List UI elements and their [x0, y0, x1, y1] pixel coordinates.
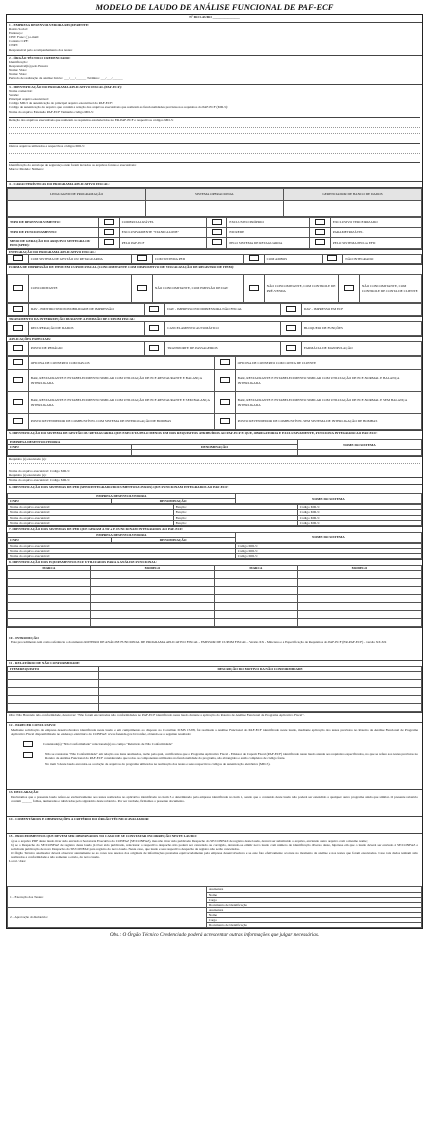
nonconformity-table	[7, 666, 422, 712]
option-label: EXCLUSIVAMENTE "STAND ALONE"	[119, 228, 206, 238]
col-system: NOME DO SISTEMA	[235, 532, 421, 542]
field-line: CEP: Fone: ( ) e-mail:	[9, 35, 40, 40]
exe-label: Nome do arquivo executável:	[8, 554, 236, 559]
col-model: MODELO	[297, 566, 421, 571]
section-15-heading: 15 - PROCEDIMENTOS QUE DEVEM SER OBSERVADOS NO CASO DE SE CONSTATAR INCORREÇÃO NESTE LAUDO:	[9, 834, 197, 839]
checkbox[interactable]	[212, 219, 222, 225]
checkbox[interactable]	[286, 325, 296, 331]
option-label: PELO SISTEMA PED ou EFD	[330, 238, 421, 249]
checkbox[interactable]	[104, 229, 114, 235]
md5-label: Código MD-5:	[297, 520, 421, 525]
interruption-table	[7, 321, 422, 336]
blank-line	[9, 133, 420, 139]
section-7-heading: 7. IDENTIFICAÇÃO DOS SISTEMAS DE PED QUE GERAM A NF-e E FUNCIONAM INTEGRADOS AO PAF-ECF:	[7, 526, 422, 532]
checkbox[interactable]	[315, 239, 325, 245]
option-label: COM AMBOS	[264, 255, 322, 264]
col-cnpj: CNPJ	[8, 445, 132, 450]
executables-list-heading: Relação dos arquivos executáveis que realizam os requisitos estabelecidos no ER-PAF-ECF e respectivos códigos MD-5:	[9, 117, 420, 122]
concomitance-table	[7, 274, 422, 303]
option-label: EXCLUSIVO TERCEIRIZADO	[330, 218, 421, 228]
exe-label: Nome do arquivo executável:	[8, 505, 174, 510]
section-6-files	[7, 504, 422, 525]
col-language: LINGUAGEM DE PROGRAMAÇÃO	[8, 189, 146, 201]
col-cnpj: CNPJ	[8, 499, 112, 504]
id-document-label: Documento de Identificação	[206, 902, 421, 907]
col-system: NOME DO SISTEMA	[235, 494, 421, 504]
option-label: POSTO REVENDEDOR DE COMBUSTÍVEL COM SISTEMA DE INTERLIGAÇÃO DE BOMBAS	[28, 414, 214, 430]
field-line: Responsável pelo acompanhamento dos testes:	[9, 47, 73, 52]
option-label: Constatada(s) "Não Conformidade" relacionada(s) no campo "Relatório de Não Conformidade"	[43, 741, 173, 746]
option-label: DAV - IMPRESSO EM IMPRESSORA NÃO FISCAL	[165, 304, 281, 316]
option-label: BAR, RESTAURANTE E ESTABELECIMENTO SIMILAR COM UTILIZAÇÃO DE ECF-NORMAL E SEM BALANÇA INTERLIGADA	[235, 392, 421, 414]
field-line: Nome comercial:	[9, 89, 33, 94]
checkbox[interactable]	[13, 255, 23, 261]
md5-label: Código MD-5:	[235, 554, 421, 559]
special-apps-label: APLICAÇÕES ESPECIAIS:	[7, 336, 422, 341]
md5-label: Código MD-5:	[297, 510, 421, 515]
col-dbms: GERENCIADOR DE BANCO DE DADOS	[284, 189, 422, 201]
md5-label: Código MD-5:	[297, 505, 421, 510]
checkbox[interactable]	[13, 399, 23, 405]
option-label: POSTO DE PEDÁGIO	[28, 342, 144, 356]
col-cnpj: CNPJ	[8, 537, 112, 542]
field-line: Contato: CPF:	[9, 39, 29, 44]
section-11-heading: 11 - RELATÓRIO DE NÃO CONFORMIDADE:	[7, 660, 422, 666]
option-label: BAR, RESTAURANTE E ESTABELECIMENTO SIMILAR COM UTILIZAÇÃO DE ECF-RESTAURANTE E BALANÇA INTERLIGADA	[28, 370, 214, 392]
section-7-files	[7, 543, 422, 559]
option-label: COM SISTEMA PED	[152, 255, 243, 264]
section-2-heading: 2 - ÓRGÃO TÉCNICO CREDENCIADO:	[9, 56, 71, 60]
document-title: MODELO DE LAUDO DE ANÁLISE FUNCIONAL DE PAF-ECF	[95, 2, 334, 12]
checkbox[interactable]	[149, 325, 159, 331]
field-line: Nome do arquivo Extensão PAF-ECF Tamanho código MD-5:	[9, 109, 94, 114]
section-12-text: Mediante solicitação da empresa desenvolvedora identificada neste laudo e em cumprimento ao disposto no Convênio ICMS 15/08, foi realizada a Análise Funcional do PAF-ECF identificado neste laudo, mediante aplicação dos testes previstos no Roteiro de Análise Funcional de Programa Aplicativo Fiscal disponibilizado no endereço eletrônico do CONFAZ: www.fazenda.gov.br/confaz, obtendo-se o seguinte resultado:	[11, 727, 418, 736]
checkbox[interactable]	[13, 285, 23, 291]
name-label: Nome	[206, 912, 421, 917]
option-label: NÃO CONCOMITANTE, COM CONTROLE DE CONTA DE CLIENTE	[359, 275, 421, 303]
special-apps-table-1	[7, 341, 422, 356]
checkbox[interactable]	[13, 306, 23, 312]
role-label: Cargo	[206, 917, 421, 922]
field-line: Código MD-5 de autenticação do principal arquivo executável do PAF-ECF:	[9, 101, 113, 106]
col-item: ITEM/REQUISITO	[8, 667, 99, 672]
col-company: EMPRESA DESENVOLVEDORA	[8, 532, 236, 537]
function-label: Função:	[173, 505, 297, 510]
option-label: BAR, RESTAURANTE E ESTABELECIMENTO SIMILAR COM UTILIZAÇÃO DE ECF-RESTAURANTE E SEM BALANÇA INTERLIGADA	[28, 392, 214, 414]
option-label: DAV - IMPRESSO EM ECF	[301, 304, 421, 316]
field-line: Período de realização da análise: Início: ___/___/______ Término: ___/___/______	[9, 76, 123, 81]
checkbox[interactable]	[315, 219, 325, 225]
checkbox[interactable]	[220, 377, 230, 383]
col-description: DESCRIÇÃO DO MOTIVO DA NÃO CONFORMIDADE	[99, 667, 422, 672]
function-label: Função:	[173, 510, 297, 515]
checkbox[interactable]	[13, 359, 23, 365]
field-line: Nome do arquivo executável: Código MD-5:	[9, 469, 70, 474]
option-label: CANCELAMENTO AUTOMÁTICO	[165, 322, 281, 336]
checkbox[interactable]	[23, 752, 33, 758]
exe-label: Nome do arquivo executável:	[8, 543, 236, 548]
section-2	[7, 55, 422, 84]
option-label: DAV - EMITIDO SEM POSSIBILIDADE DE IMPRESSÃO	[28, 304, 144, 316]
option-label: NÃO CONCOMITANTE, COM EMISSÃO DE DAV	[152, 275, 243, 303]
section-14	[7, 816, 422, 833]
col-company: EMPRESA DESENVOLVEDORA	[8, 494, 236, 499]
section-4-body	[7, 187, 422, 430]
field-line: CNPJ:	[9, 43, 18, 48]
cell-dbms[interactable]	[284, 201, 422, 217]
checkbox[interactable]	[220, 399, 230, 405]
option-label: NÃO INTEGRADO	[343, 255, 422, 264]
generation-label: MEIO DE GERAÇÃO DO ARQUIVO SINTEGRA OU EFD (SPED):	[8, 238, 99, 249]
checkbox[interactable]	[220, 359, 230, 365]
field-line: Responsável(is) pelo Ensaio:	[9, 64, 49, 69]
section-13-heading: 13. DECLARAÇÃO	[9, 790, 39, 795]
col-system: NOME DO SISTEMA	[297, 440, 421, 450]
conclusion-option-2	[9, 752, 420, 760]
md5-label: Código MD-5:	[297, 515, 421, 520]
checkbox[interactable]	[104, 239, 114, 245]
field-line: Nome: Visto:	[9, 72, 28, 77]
field-line: Razão Social:	[9, 27, 28, 32]
section-10-heading: 10 - INTRODUÇÃO	[9, 636, 39, 641]
section-5-heading: 5. IDENTIFICAÇÃO DO SISTEMA DE GESTÃO OU RETAGUARDA QUE EXECUTA PELO MENOS UM DOS REQUISITOS ATRIBUÍDOS AO PAF-ECF E QUE, OBRIGATORIA E EXCLUSIVAMENTE, FUNCIONA INTEGRADO AO PAF-ECF:	[7, 430, 422, 439]
section-7-table	[7, 532, 422, 543]
option-label: OFICINA DE CONSERTO COM DAV-OS	[28, 357, 214, 370]
envelope-line-2: Marca: Modelo: Número:	[9, 166, 44, 171]
option-label: FARMÁCIA DE MANIPULAÇÃO	[301, 342, 421, 356]
ecf-equipment-table	[7, 565, 422, 627]
interruption-label: TRATAMENTO DA INTERRUPÇÃO DURANTE A EMISSÃO DE CUPOM FISCAL:	[7, 316, 422, 321]
laudo-number: Nº DO LAUDO ________________	[189, 15, 240, 19]
procedure-a: a) se o arquivo PDF deste laudo tiver sido enviado à Secretaria Executiva do CONFAZ (SE/CONFAZ), mas não tiver sido publicado Despacho do SE/CONFAZ de registro deste laudo, deverá ser substituído o arquivo, enviando outro arquivo com o mesmo nome;	[11, 838, 368, 843]
option-label: NÃO CONCOMITANTE, COM CONTROLE DE PRÉ-VENDA	[264, 275, 339, 303]
other-files-heading: Outros arquivos utilizados e respectivos códigos MD-5:	[9, 143, 420, 148]
option-label: BLOQUEIO DE FUNÇÕES	[301, 322, 421, 336]
dav-table	[7, 303, 422, 316]
checkbox[interactable]	[286, 345, 296, 351]
function-label: Função:	[173, 520, 297, 525]
print-form-label: FORMA DE IMPRESSÃO DE ITEM EM CUPOM FISCAL (CONCOMITANTE COM DISPOSITIVO DE VISUALIZAÇÃO DE REGISTRO DE ITEM):	[7, 264, 422, 274]
checkbox[interactable]	[13, 325, 23, 331]
signature-label: Assinatura	[206, 907, 421, 912]
col-denomination: DENOMINAÇÃO	[111, 537, 235, 542]
checkbox[interactable]	[149, 306, 159, 312]
checkbox[interactable]	[344, 285, 354, 291]
option-label: COMERCIALIZÁVEL	[119, 218, 206, 228]
section-6-table	[7, 493, 422, 504]
option-label: POSTO REVENDEDOR DE COMBUSTÍVEL SEM SISTEMA DE INTERLIGAÇÃO DE BOMBAS	[235, 414, 421, 430]
option-label: PELO SISTEMA DE RETAGUARDA	[227, 238, 310, 249]
option-label: No item 3 deste laudo encontra-se a relação de arquivos do programa utilizados na realização dos testes e seus respectivos códigos de autenticação eletrônica (MD-5).	[45, 761, 271, 766]
section-8-heading: 8. IDENTIFICAÇÃO DOS EQUIPAMENTOS ECF UTILIZADOS PARA A ANÁLISE FUNCIONAL:	[7, 559, 422, 565]
option-label: Não se constatou "Não Conformidade" em relação aos itens analisados, razão pela qual, certificamos que o Programa Aplicativo Fiscal - Emissor de Cupom Fiscal (PAF-ECF) identificado neste laudo atende aos requisitos especificados, no que se refere aos testes previstos no Roteiro de Análise Funcional do PAF-ECF considerando que todos os componentes utilizados na funcionalidade do programa, são abrangidos e estão completos de código fonte.	[45, 751, 418, 760]
col-denomination: DENOMINAÇÃO	[132, 445, 298, 450]
signatures-table	[7, 886, 422, 928]
envelope-line: Identificação do envelope de segurança onde foram lacrados os arquivos fontes e executáveis:	[9, 162, 420, 167]
section-13-text: Declaramos que o presente laudo refere-se exclusivamente aos testes realizados no aplicativo identificado no item 3 e determinado pela empresa identificada no item 1, sendo que o conteúdo deste laudo não poderá ser estendido a qualquer outro programa ainda que similar. O presente relatório contém ______ folhas, numeradas e rubricadas pelo signatário deste relatório. Por ser verdade, firmamos o presente documento.	[11, 794, 418, 803]
section-10-text: Este procedimento tem como referência o documento ROTEIRO DE ANÁLISE FUNCIONAL DE PROGRAMA APLICATIVO FISCAL - EMISSOR DE CUPOM FISCAL - Versão XX - Mês/Ano e a Especificação de Requisitos do PAF-ECF (ER-PAF-ECF) - versão XX.XX	[11, 640, 387, 645]
checkbox[interactable]	[137, 255, 147, 261]
laudo-form	[6, 14, 423, 929]
col-company: EMPRESA DESENVOLVEDORA	[8, 440, 298, 445]
checkbox[interactable]	[13, 418, 23, 424]
field-line: Código de autenticação do arquivo que contém a relação dos arquivos executáveis que realizam as funcionalidades previstas nos requisitos do PAF-ECF (MD-5):	[9, 105, 228, 110]
section-3	[7, 84, 422, 181]
col-brand: MARCA	[8, 566, 91, 571]
dev-type-label: TIPO DE DESENVOLVIMENTO:	[8, 218, 99, 228]
field-line: Requisito (s) executado (s):	[9, 473, 47, 478]
procedure-b: b) se o Despacho do SE/CONFAZ de registro deste laudo já tiver sido publicado, relacionar o respectivo despacho não poderá ser cancelado ou corrigido, devendo-se emitir novo laudo com número de identificação diverso deste, hipótese em que o laudo deverá ser enviado à SE/CONFAZ e solicitada publicação de novo Despacho do SE/CONFAZ para registro do novo laudo. Neste caso, que laudo e seu respectivo despacho de registro não serão cancelados.	[11, 842, 418, 851]
tests-execution-label: 1 - Execução dos Testes:	[8, 887, 207, 907]
field-line: Principal arquivo executável:	[9, 97, 49, 102]
option-label: EM REDE	[227, 228, 310, 238]
checkbox[interactable]	[327, 255, 337, 261]
nonconformity-obs: Obs: Não Havendo não-conformidade, descrever: "Não foram encontradas não conformidades no PAF-ECF identificado neste laudo durante a aplicação do Roteiro de Análise Funcional de Programa Aplicativo Fiscal".	[7, 712, 422, 722]
id-document-label: Documento de Identificação	[206, 923, 421, 928]
section-1	[7, 22, 422, 55]
checkbox[interactable]	[212, 239, 222, 245]
exe-label: Nome do arquivo executável:	[8, 515, 174, 520]
section-3-heading: 3 - IDENTIFICAÇÃO DO PROGRAMA APLICATIVO FISCAL (PAF-ECF):	[9, 85, 122, 89]
field-line: Identificação:	[9, 60, 28, 65]
section-6-heading: 6. IDENTIFICAÇÃO DOS SISTEMAS DE PED (SPED/INTEGRADO/DOCUMENTOS/LIVROS) QUE FUNCIONAM INTEGRADOS AO PAF-ECF:	[7, 484, 422, 493]
option-label: BAR, RESTAURANTE E ESTABELECIMENTO SIMILAR COM UTILIZAÇÃO DE ECF-NORMAL E BALANÇA INTERLIGADA	[235, 370, 421, 392]
checkbox[interactable]	[286, 306, 296, 312]
checkbox[interactable]	[137, 285, 147, 291]
checkbox[interactable]	[249, 255, 259, 261]
option-label: EXCLUSIVO PRÓPRIO	[227, 218, 310, 228]
section-5-table	[7, 439, 422, 456]
procedure-c: O Órgão Técnico analisador deverá observar atentamente se as cores nos anexos dos originais de informações prestadas equivocadamente pela empresa desenvolvedora e se este fato efetivamente ocorreu no momento da análise e nos testes que foram executados. Caso tais dados tenham sido realizados a conformidade e não somente o envio, do novo laudo.	[11, 850, 418, 859]
option-label: RECUPERAÇÃO DE DADOS	[28, 322, 144, 336]
checkbox[interactable]	[249, 285, 259, 291]
report-approval-label: 2 - Aprovação do Relatório:	[8, 907, 207, 927]
section-1-heading: 1 - EMPRESA DESENVOLVEDORA REQUERENTE:	[9, 23, 90, 27]
field-line: Requisito (s) executado (s):	[9, 457, 47, 462]
checkbox[interactable]	[23, 741, 33, 747]
checkbox[interactable]	[149, 345, 159, 351]
function-label: Função:	[173, 515, 297, 520]
section-14-heading: 14 - COMENTÁRIOS E OBSERVAÇÕES A CRITÉRIO DO ÓRGÃO TÉCNICO AVALIADOR:	[9, 817, 150, 822]
option-label: TRANSPORTE DE PASSAGEIROS	[165, 342, 281, 356]
special-apps-table-2	[7, 356, 422, 430]
blank-line	[9, 153, 420, 159]
field-line: Endereço:	[9, 31, 23, 36]
func-type-label: TIPO DE FUNCIONAMENTO:	[8, 228, 99, 238]
md5-label: Código MD-5:	[235, 543, 421, 548]
section-12-heading: 12 - PARECER CONCLUSIVO:	[9, 723, 57, 728]
col-model: MODELO	[90, 566, 214, 571]
exe-label: Nome do arquivo executável:	[8, 520, 174, 525]
section-12	[7, 722, 422, 789]
checkbox[interactable]	[13, 345, 23, 351]
cell-os[interactable]	[146, 201, 284, 217]
name-label: Nome	[206, 892, 421, 897]
col-denomination: DENOMINAÇÃO	[111, 499, 235, 504]
option-label: CONCOMITANTE	[28, 275, 132, 303]
col-os: SISTEMA OPERACIONAL	[146, 189, 284, 201]
conclusion-option-3	[9, 762, 420, 766]
section-4-heading: 4 - CARACTERÍSTICAS DO PROGRAMA APLICATIVO FISCAL:	[7, 181, 422, 187]
local-date: Local / data:	[9, 858, 26, 863]
field-line: Nome: Visto:	[9, 68, 28, 73]
option-label: COM SISTEMA DE GESTÃO OU RETAGUARDA	[28, 255, 132, 264]
role-label: Cargo	[206, 897, 421, 902]
signature-label: Assinatura	[206, 887, 421, 892]
checkbox[interactable]	[315, 229, 325, 235]
section-5-extra	[7, 477, 422, 484]
md5-label: Código MD-5:	[235, 549, 421, 554]
checkbox[interactable]	[13, 377, 23, 383]
checkbox[interactable]	[104, 219, 114, 225]
option-label: PARAMETRIZÁVEL	[330, 228, 421, 238]
options-table	[7, 217, 422, 249]
field-line: Versão:	[9, 93, 20, 98]
field-line: Nome do arquivo executável: Código MD-5:	[9, 478, 70, 483]
option-label: OFICINA DE CONSERTO COM CONTA DE CLIENTE	[235, 357, 421, 370]
section-13	[7, 789, 422, 816]
checkbox[interactable]	[212, 229, 222, 235]
section-10	[7, 627, 422, 660]
exe-label: Nome do arquivo executável:	[8, 510, 174, 515]
footer-note: Obs.: O Órgão Técnico Credenciado poderá acrescentar outras informações que julgar necessárias.	[109, 932, 320, 939]
section-15	[7, 833, 422, 886]
conclusion-option-1	[9, 741, 420, 747]
exe-label: Nome do arquivo executável:	[8, 549, 236, 554]
integration-label: INTEGRAÇÃO DO PROGRAMA APLICATIVO FISCAL:	[7, 249, 422, 254]
section-5-details	[7, 456, 422, 477]
col-brand: MARCA	[214, 566, 297, 571]
cell-language[interactable]	[8, 201, 146, 217]
characteristics-table	[7, 188, 422, 217]
option-label: PELO PAF-ECF	[119, 238, 206, 249]
integration-table	[7, 254, 422, 264]
checkbox[interactable]	[220, 418, 230, 424]
